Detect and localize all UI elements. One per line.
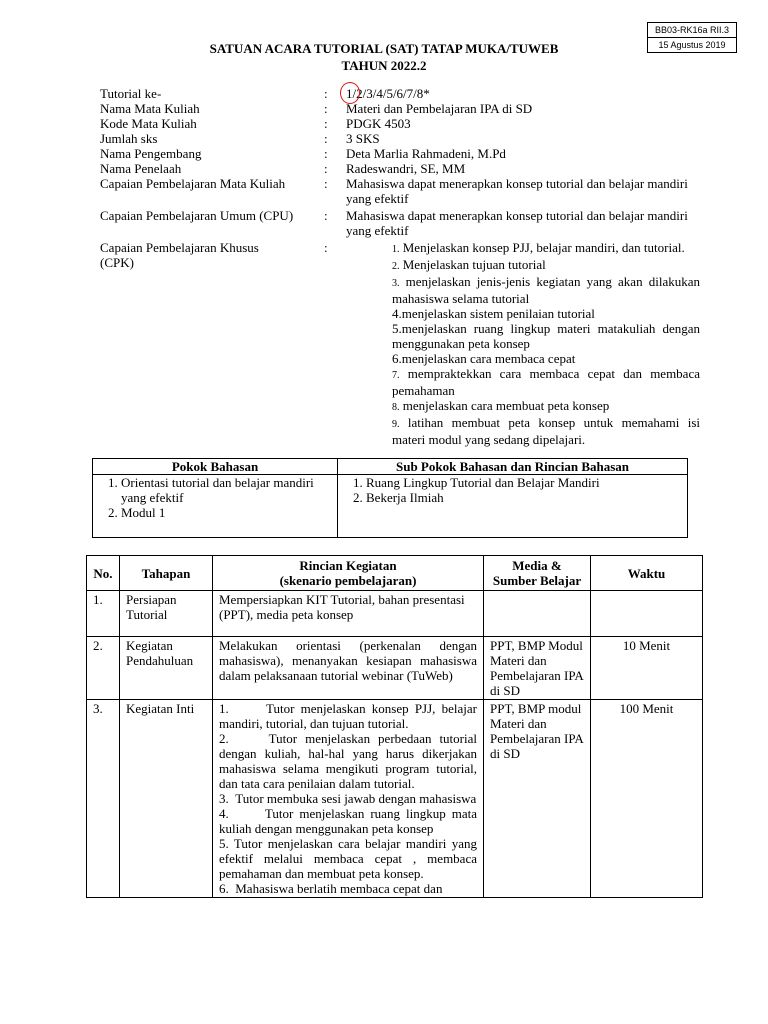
step-item: 3. Tutor membuka sesi jawab dengan mahasiswa xyxy=(219,791,477,806)
cpk-item xyxy=(392,274,700,306)
tutorial-value-text: 1/2/3/4/5/6/7/8* xyxy=(346,86,430,101)
subtopic-item: 1. Ruang Lingkup Tutorial dan Belajar Mandiri xyxy=(366,475,681,490)
topic-item: 2. Modul 1 xyxy=(121,505,331,520)
step-item: 5. Tutor menjelaskan cara belajar mandiri yang efektif melalui membaca cepat , membaca pemahaman dan membuat peta konsep. xyxy=(219,836,477,881)
colon: : xyxy=(324,208,328,223)
topic-header: Pokok Bahasan xyxy=(93,459,338,475)
header-rincian-line-2: (skenario pembelajaran) xyxy=(279,573,417,588)
header-media-line-2: Sumber Belajar xyxy=(492,573,582,588)
cpk-item-text: Menjelaskan tujuan tutorial xyxy=(402,257,546,272)
document-code: BB03-RK16a RII.3 xyxy=(654,25,730,35)
cpmk-label: Capaian Pembelajaran Mata Kuliah xyxy=(100,176,286,191)
cpk-item xyxy=(392,257,700,274)
colon: : xyxy=(324,146,328,161)
cpk-item-text: menjelaskan jenis-jenis kegiatan yang akan dilakukan mahasiswa selama tutorial xyxy=(392,274,700,306)
cpu-value: Mahasiswa dapat menerapkan konsep tutorial dan belajar mandiri yang efektif xyxy=(346,208,688,238)
subtopic-item: 2. Bekerja Ilmiah xyxy=(366,490,681,505)
cpk-item xyxy=(392,415,700,447)
header-media xyxy=(484,556,591,591)
row-media: PPT, BMP Modul Materi dan Pembelajaran IPA di SD xyxy=(484,637,591,700)
topic-item: 1. Orientasi tutorial dan belajar mandiri yang efektif xyxy=(121,475,331,505)
tutorial-value xyxy=(346,86,430,101)
table-row xyxy=(87,591,703,637)
info-row-kode xyxy=(100,116,700,131)
colon: : xyxy=(324,86,328,101)
sks-label: Jumlah sks xyxy=(100,131,158,146)
row-tahapan: Kegiatan Pendahuluan xyxy=(120,637,213,700)
row-waktu: 100 Menit xyxy=(591,700,703,898)
tutorial-label: Tutorial ke- xyxy=(100,86,162,101)
cpk-item xyxy=(392,366,700,398)
cpk-item xyxy=(392,306,700,321)
cpu-label: Capaian Pembelajaran Umum (CPU) xyxy=(100,208,294,223)
pengembang-value: Deta Marlia Rahmadeni, M.Pd xyxy=(346,146,506,161)
step-item: 2. Tutor menjelaskan perbedaan tutorial dengan kuliah, hal-hal yang harus dikerjakan mahasiswa selama mengikuti program tutorial, dan tata cara penilaian dalam tutorial. xyxy=(219,731,477,791)
header-rincian xyxy=(213,556,484,591)
cpk-item-number: 1. xyxy=(392,244,400,255)
cpk-item-number: 9. xyxy=(392,419,400,430)
header-rincian-line-1: Rincian Kegiatan xyxy=(299,558,397,573)
penelaah-value: Radeswandri, SE, MM xyxy=(346,161,466,176)
row-waktu xyxy=(591,591,703,637)
step-item: 4. Tutor menjelaskan ruang lingkup mata kuliah dengan menggunakan peta konsep xyxy=(219,806,477,836)
sks-value: 3 SKS xyxy=(346,131,380,146)
row-rincian: Melakukan orientasi (perkenalan dengan mahasiswa), menanyakan kesiapan mahasiswa dalam pelaksanaan tutorial webinar (TuWeb) xyxy=(213,637,484,700)
cpk-item-text: Menjelaskan konsep PJJ, belajar mandiri, dan tutorial. xyxy=(402,240,685,255)
cpk-list xyxy=(346,240,700,447)
row-media: PPT, BMP modul Materi dan Pembelajaran IPA di SD xyxy=(484,700,591,898)
subtopic-header: Sub Pokok Bahasan dan Rincian Bahasan xyxy=(338,459,688,475)
row-rincian: Mempersiapkan KIT Tutorial, bahan presentasi (PPT), media peta konsep xyxy=(213,591,484,637)
cpk-item-number: 3. xyxy=(392,278,400,289)
cpk-item-number: 2. xyxy=(392,261,400,272)
cpk-item xyxy=(392,321,700,351)
cpk-item xyxy=(392,398,700,415)
title-line-2: TAHUN 2022.2 xyxy=(341,58,427,73)
subtopic-cell xyxy=(338,475,688,538)
row-tahapan: Kegiatan Inti xyxy=(120,700,213,898)
cpmk-value: Mahasiswa dapat menerapkan konsep tutorial dan belajar mandiri yang efektif xyxy=(346,176,688,206)
mk-label: Nama Mata Kuliah xyxy=(100,101,200,116)
info-row-cpk xyxy=(100,240,700,447)
pengembang-label: Nama Pengembang xyxy=(100,146,202,161)
info-row-pengembang xyxy=(100,146,700,161)
document-title xyxy=(0,40,768,74)
cpk-item-text: mempraktekkan cara membaca cepat dan membaca pemahaman xyxy=(392,366,700,398)
cpk-item xyxy=(392,240,700,257)
info-row-penelaah xyxy=(100,161,700,176)
kode-value: PDGK 4503 xyxy=(346,116,411,131)
info-row-mk xyxy=(100,101,700,116)
mk-value: Materi dan Pembelajaran IPA di SD xyxy=(346,101,533,116)
topic-table xyxy=(92,458,688,538)
activity-table xyxy=(86,555,703,898)
title-line-1: SATUAN ACARA TUTORIAL (SAT) TATAP MUKA/TUWEB xyxy=(209,41,559,56)
row-no: 2. xyxy=(87,637,120,700)
header-tahapan: Tahapan xyxy=(120,556,213,591)
row-rincian xyxy=(213,700,484,898)
colon: : xyxy=(324,101,328,116)
kode-label: Kode Mata Kuliah xyxy=(100,116,197,131)
cpk-label-line-1: Capaian Pembelajaran Khusus xyxy=(100,240,259,255)
header-media-line-1: Media & xyxy=(512,558,562,573)
topic-cell xyxy=(93,475,338,538)
colon: : xyxy=(324,161,328,176)
info-row-cpmk xyxy=(100,176,700,206)
table-row xyxy=(87,637,703,700)
course-info xyxy=(100,86,700,447)
colon: : xyxy=(324,240,328,255)
cpk-item-text: menjelaskan cara membuat peta konsep xyxy=(402,398,610,413)
cpk-label xyxy=(100,240,324,447)
penelaah-label: Nama Penelaah xyxy=(100,161,182,176)
red-circle-mark xyxy=(340,82,360,104)
cpk-item-number: 7. xyxy=(392,370,400,381)
row-no: 1. xyxy=(87,591,120,637)
colon: : xyxy=(324,176,328,191)
row-waktu: 10 Menit xyxy=(591,637,703,700)
colon: : xyxy=(324,116,328,131)
cpk-item-number: 8. xyxy=(392,402,400,413)
cpk-item-text: latihan membuat peta konsep untuk memahami isi materi modul yang sedang dipelajari. xyxy=(392,415,700,447)
cpk-item-text: 6.menjelaskan cara membaca cepat xyxy=(392,351,576,366)
cpk-item-text: 4.menjelaskan sistem penilaian tutorial xyxy=(392,306,595,321)
info-row-sks xyxy=(100,131,700,146)
step-item: 1. Tutor menjelaskan konsep PJJ, belajar mandiri, tutorial, dan tujuan tutorial. xyxy=(219,701,477,731)
header-waktu: Waktu xyxy=(591,556,703,591)
colon: : xyxy=(324,131,328,146)
cpk-item-text: 5.menjelaskan ruang lingkup materi matakuliah dengan menggunakan peta konsep xyxy=(392,321,700,351)
step-item: 6. Mahasiswa berlatih membaca cepat dan xyxy=(219,881,443,896)
info-row-tutorial xyxy=(100,86,700,101)
row-media xyxy=(484,591,591,637)
cpk-item xyxy=(392,351,700,366)
cpk-label-line-2: (CPK) xyxy=(100,255,134,270)
header-no: No. xyxy=(87,556,120,591)
table-row xyxy=(87,700,703,898)
row-no: 3. xyxy=(87,700,120,898)
row-tahapan: Persiapan Tutorial xyxy=(120,591,213,637)
document-date: 15 Agustus 2019 xyxy=(648,37,736,52)
info-row-cpu xyxy=(100,208,700,238)
